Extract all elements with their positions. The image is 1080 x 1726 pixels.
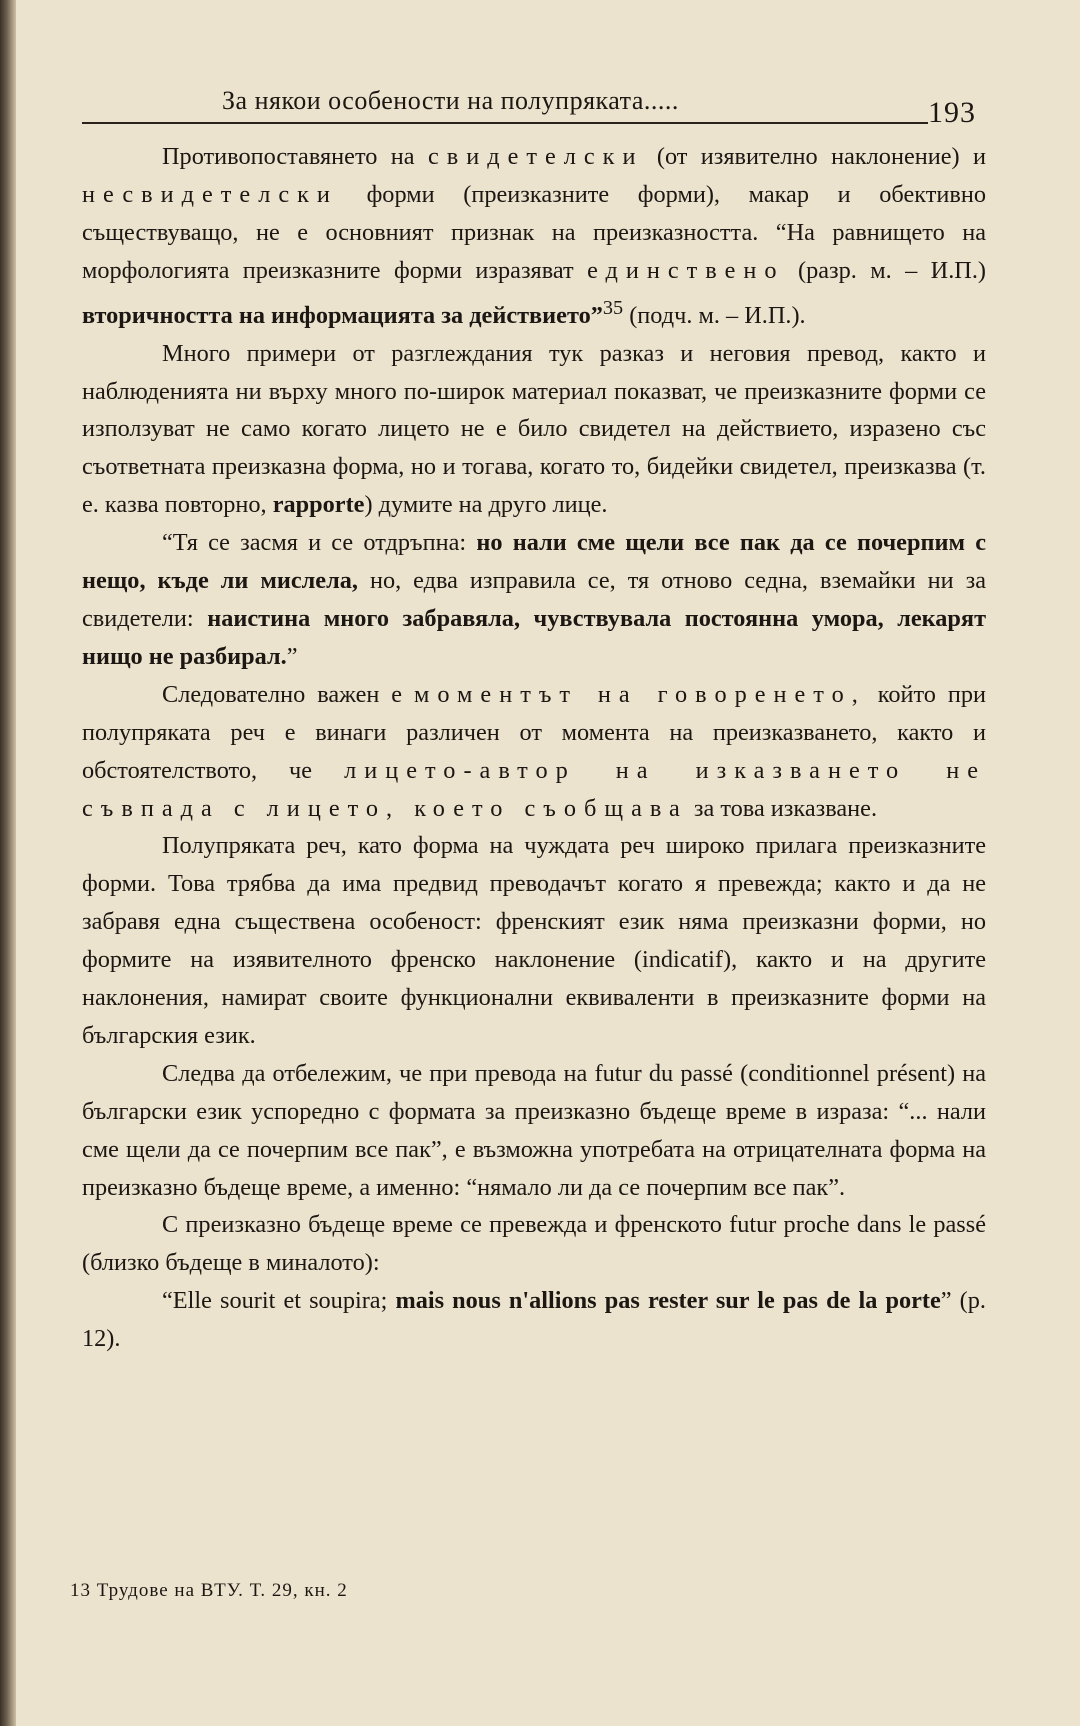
paragraph-7: [82, 1206, 986, 1282]
paragraph-6: [82, 1055, 986, 1207]
paragraph-3-quote: [82, 524, 986, 676]
text-span: Много примери от разглеждания тук разказ и неговия превод, както и наблюденията ни върху много по-широк материал показват, че преизказните форми се използуват не само когато лицето не е било свидетел на действието, изразено със съответната преизказна форма, но и тогава, когато то, бидейки свидетел, преизказва (т. е. казва повторно,: [82, 339, 986, 519]
text-span: ” (p. 12).: [82, 1287, 986, 1353]
text-span: форми (преизказните форми), макар и обективно съществуващо, не е основният признак на преизказността. “На равнището на морфологията преизказните форми изразяват: [82, 180, 986, 284]
running-header-title: За някои особености на полупряката.....: [222, 86, 679, 115]
text-span: ”: [286, 642, 298, 670]
bold-quote: mais nous n'allions pas rester sur le pas de la porte: [395, 1287, 941, 1315]
text-span: “Elle sourit et soupira;: [162, 1287, 396, 1315]
text-span: за това изказване.: [687, 794, 878, 822]
bold-quote: наистина много забравяла, чувствувала постоянна умора, лекарят нищо не разбирал.: [82, 604, 986, 670]
text-span: (разр. м. – И.П.): [784, 256, 986, 284]
footnote-marker: 35: [602, 296, 624, 319]
header-rule: [82, 122, 928, 124]
body-text: [82, 138, 986, 1358]
text-span: Следва да отбележим, че при превода на futur du passé (conditionnel présent) на български език успоредно с формата за преизказно бъдеще време в израза: “... нали сме щели да се почерпим все пак”, е възможна употребата на отрицателната форма на преизказно бъдеще време, а именно: “нямало ли да се почерпим все пак”.: [82, 1059, 986, 1201]
page-number: 193: [928, 96, 976, 129]
text-span: който при полупряката реч е винаги различен от момента на преизказването, както и обстоятелството, че: [82, 680, 986, 784]
paragraph-1: [82, 138, 986, 335]
text-span: “Тя се засмя и се отдръпна:: [162, 529, 477, 557]
spaced-term: несвидетелски: [82, 180, 338, 208]
text-span: ) думите на друго лице.: [364, 491, 608, 519]
text-span: С преизказно бъдеще време се превежда и френското futur proche dans le passé (близко бъдеще в миналото):: [82, 1211, 986, 1277]
paragraph-8-quote: [82, 1282, 986, 1358]
bold-quote: но нали сме щели все пак да се почерпим с нещо, къде ли мислела,: [82, 529, 987, 595]
text-span: Полупряката реч, като форма на чуждата реч широко прилага преизказните форми. Това трябва да има предвид преводачът когато я превежда; както и да не забравя една съществена особеност: френският език няма преизказни форми, но формите на изявителното френско наклонение (indicatif), както и на другите наклонения, намират своите функционални еквиваленти в преизказните форми на българския език.: [82, 832, 986, 1049]
text-span: но, едва изправила се, тя отново седна, вземайки ни за свидетели:: [82, 567, 986, 632]
paragraph-5: [82, 827, 986, 1054]
text-span: (от изявително наклонение) и: [643, 143, 986, 170]
text-span: Противопоставянето на: [162, 143, 428, 170]
paragraph-2: [82, 335, 986, 525]
paragraph-4: [82, 676, 986, 828]
spaced-term: моментът на говоренето,: [414, 680, 866, 708]
spaced-term: лицето-автор на изказването не съвпада с лицето, което съобщава: [82, 756, 986, 822]
spaced-term: единствено: [587, 256, 785, 284]
bold-term: rapporte: [272, 491, 365, 519]
printer-signature: 13 Трудове на ВТУ. Т. 29, кн. 2: [70, 1580, 348, 1601]
bold-quote: вторичността на информацията за действието”: [82, 301, 603, 329]
text-span: Следователно важен е: [162, 680, 414, 708]
text-span: (подч. м. – И.П.).: [623, 301, 806, 329]
spaced-term: свидетелски: [427, 143, 644, 170]
